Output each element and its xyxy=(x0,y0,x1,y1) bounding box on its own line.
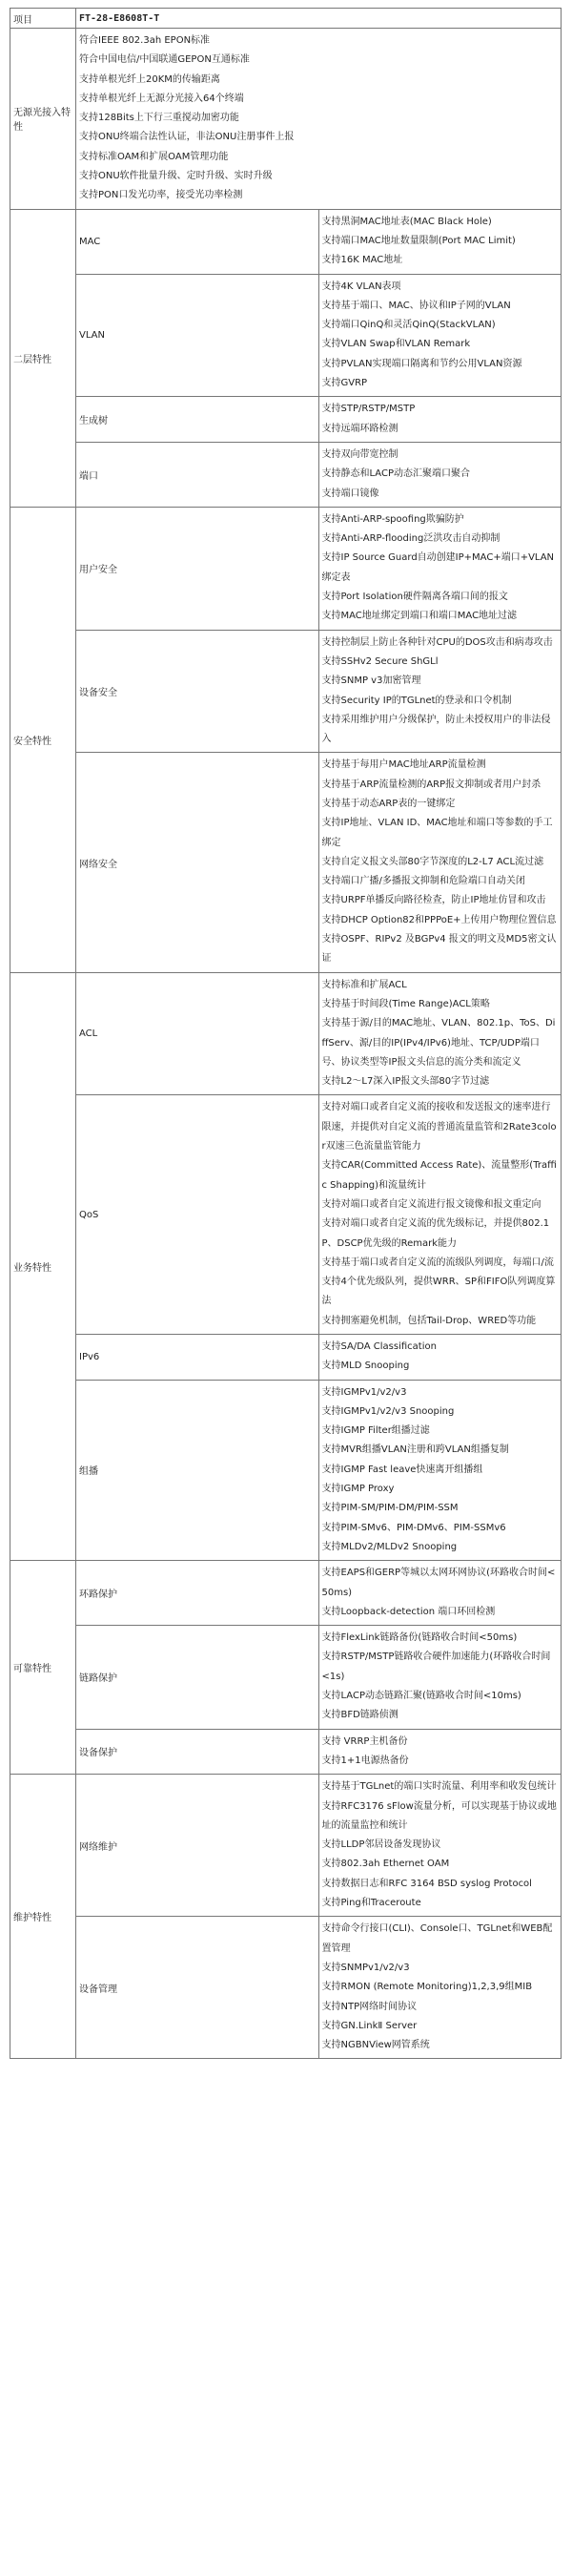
feature-cell xyxy=(318,397,562,443)
feature-line: 支持4K VLAN表项 xyxy=(321,280,401,292)
sub-category: 设备保护 xyxy=(79,1748,117,1759)
feature-line: 支持RSTP/MSTP链路收合硬件加速能力(环路收合时间<1s) xyxy=(321,1652,551,1682)
feature-line: 支持ONU终端合法性认证，非法ONU注册事件上报 xyxy=(79,132,295,143)
feature-line: 支持STP/RSTP/MSTP xyxy=(321,404,416,415)
spec-row xyxy=(10,1626,562,1729)
spec-row xyxy=(10,209,562,274)
feature-line: 支持BFD链路侦测 xyxy=(321,1710,398,1721)
sub-category-cell xyxy=(76,972,319,1095)
feature-line: 支持OSPF、RIPv2 及BGPv4 报文的明文及MD5密文认证 xyxy=(321,934,557,965)
section-name: 维护特性 xyxy=(13,1913,51,1924)
sub-category-cell xyxy=(76,1380,319,1561)
feature-line: 支持基于时间段(Time Range)ACL策略 xyxy=(321,998,490,1009)
sub-category: IPv6 xyxy=(79,1351,100,1362)
spec-row xyxy=(10,1095,562,1335)
spec-body xyxy=(10,9,562,2059)
feature-cell xyxy=(318,274,562,397)
feature-line: 支持IP Source Guard自动创建IP+MAC+端口+VLAN绑定表 xyxy=(321,552,555,583)
feature-line: 支持Loopback-detection 端口环回检测 xyxy=(321,1606,496,1617)
feature-line: 支持对端口或者自定义流的优先级标记，并提供802.1P、DSCP优先级的Remark能力 xyxy=(321,1218,550,1249)
feature-line: 支持拥塞避免机制，包括Tail-Drop、WRED等功能 xyxy=(321,1315,537,1326)
section-name: 二层特性 xyxy=(13,354,51,365)
feature-line: 支持IGMPv1/v2/v3 Snooping xyxy=(321,1405,455,1417)
feature-line: 支持IGMP Proxy xyxy=(321,1484,395,1495)
feature-line: 支持Anti-ARP-flooding泛洪攻击自动抑制 xyxy=(321,533,500,545)
feature-line: 支持L2～L7深入IP报文头部80字节过滤 xyxy=(321,1076,490,1088)
feature-line: 支持IP地址、VLAN ID、MAC地址和端口等参数的手工绑定 xyxy=(321,818,553,848)
spec-row xyxy=(10,1775,562,1917)
feature-line: 支持PON口发光功率，接受光功率检测 xyxy=(79,190,243,201)
feature-line: 支持基于端口、MAC、协议和IP子网的VLAN xyxy=(321,300,511,311)
feature-line: 支持MLD Snooping xyxy=(321,1361,410,1372)
feature-line: 支持PVLAN实现端口隔离和节约公用VLAN资源 xyxy=(321,358,522,369)
feature-line: 支持端口广播/多播报文抑制和危险端口自动关闭 xyxy=(321,876,525,887)
sub-category: 组播 xyxy=(79,1466,98,1478)
sub-category: 设备安全 xyxy=(79,688,117,698)
feature-line: 支持GN.LinkⅡ Server xyxy=(321,2020,418,2031)
sub-category: ACL xyxy=(79,1028,98,1040)
feature-cell xyxy=(318,1917,562,2059)
feature-line: 支持采用维护用户分级保护，防止未授权用户的非法侵入 xyxy=(321,714,551,745)
feature-line: 支持DHCP Option82和PPPoE+上传用户物理位置信息 xyxy=(321,914,557,925)
feature-line: 支持数据日志和RFC 3164 BSD syslog Protocol xyxy=(321,1878,532,1889)
sub-category: 用户安全 xyxy=(79,565,117,576)
feature-line: 支持16K MAC地址 xyxy=(321,255,403,266)
feature-line: 支持RFC3176 sFlow流量分析，可以实现基于协议或地址的流量监控和统计 xyxy=(321,1800,557,1831)
sub-category-cell xyxy=(76,274,319,397)
section-name-cell xyxy=(10,507,76,972)
spec-row xyxy=(10,972,562,1095)
feature-cell xyxy=(318,1095,562,1335)
feature-line: 支持基于每用户MAC地址ARP流量检测 xyxy=(321,759,486,771)
section-name-cell xyxy=(10,209,76,507)
feature-line: 支持SSHv2 Secure ShGLl xyxy=(321,655,439,667)
feature-line: 支持ONU软件批量升级、定时升级、实时升级 xyxy=(79,171,273,182)
feature-line: 支持黑洞MAC地址表(MAC Black Hole) xyxy=(321,216,492,227)
header-label-cell xyxy=(10,9,76,29)
feature-line: 支持PIM-SMv6、PIM-DMv6、PIM-SSMv6 xyxy=(321,1522,506,1533)
feature-line: 支持基于动态ARP表的一键绑定 xyxy=(321,798,456,809)
feature-line: 支持控制层上防止各种针对CPU的DOS攻击和病毒攻击 xyxy=(321,636,553,648)
feature-line: 支持SNMPv1/v2/v3 xyxy=(321,1962,410,1973)
feature-line: 支持RMON (Remote Monitoring)1,2,3,9组MIB xyxy=(321,1982,533,1993)
feature-cell xyxy=(318,1729,562,1775)
section-name-cell xyxy=(10,29,76,210)
feature-line: 支持CAR(Committed Access Rate)、流量整形(Traffic Shapping)和流量统计 xyxy=(321,1160,557,1191)
spec-row xyxy=(10,1335,562,1381)
feature-cell xyxy=(318,507,562,630)
sub-category-cell xyxy=(76,1561,319,1626)
spec-row xyxy=(10,1729,562,1775)
feature-line: 支持SNMP v3加密管理 xyxy=(321,675,421,687)
sub-category-cell xyxy=(76,442,319,507)
feature-line: 符合IEEE 802.3ah EPON标准 xyxy=(79,35,211,46)
feature-line: 支持MVR组播VLAN注册和跨VLAN组播复制 xyxy=(321,1444,509,1456)
feature-cell xyxy=(318,630,562,753)
feature-line: 支持 VRRP主机备份 xyxy=(321,1735,408,1747)
section-name: 可靠特性 xyxy=(13,1664,51,1675)
sub-category-cell xyxy=(76,1095,319,1335)
feature-line: 支持1+1电源热备份 xyxy=(321,1755,409,1766)
feature-line: 支持NGBNView网管系统 xyxy=(321,2040,430,2051)
feature-line: 支持SA/DA Classification xyxy=(321,1341,437,1352)
feature-cell xyxy=(318,1335,562,1381)
sub-category: QoS xyxy=(79,1209,99,1220)
sub-category: VLAN xyxy=(79,329,105,341)
feature-line: 支持基于端口或者自定义流的流级队列调度，每端口/流支持4个优先级队列，提供WRR、SP和FIFO队列调度算法 xyxy=(321,1257,556,1307)
sub-category-cell xyxy=(76,507,319,630)
section-name: 无源光接入特性 xyxy=(13,108,71,134)
spec-row xyxy=(10,1380,562,1561)
spec-row xyxy=(10,397,562,443)
sub-category: MAC xyxy=(79,236,101,247)
feature-line: 支持MAC地址绑定到端口和端口MAC地址过滤 xyxy=(321,611,518,622)
feature-line: 支持IGMP Fast leave快速离开组播组 xyxy=(321,1464,483,1475)
feature-cell xyxy=(318,209,562,274)
sub-category: 环路保护 xyxy=(79,1589,117,1601)
feature-line: 支持单根光纤上无源分光接入64个终端 xyxy=(79,93,244,104)
feature-line: 符合中国电信/中国联通GEPON互通标准 xyxy=(79,54,250,66)
feature-line: 支持静态和LACP动态汇聚端口聚合 xyxy=(321,468,470,480)
feature-line: 支持远端环路检测 xyxy=(321,423,398,434)
spec-row xyxy=(10,630,562,753)
spec-row xyxy=(10,1917,562,2059)
feature-line: 支持GVRP xyxy=(321,378,368,389)
feature-line: 支持标准和扩展ACL xyxy=(321,979,407,990)
feature-line: 支持命令行接口(CLI)、Console口、TGLnet和WEB配置管理 xyxy=(321,1923,553,1954)
feature-line: 支持IGMP Filter组播过滤 xyxy=(321,1425,430,1437)
feature-line: 支持NTP网络时间协议 xyxy=(321,2001,418,2012)
section-name: 安全特性 xyxy=(13,736,51,747)
feature-line: 支持端口镜像 xyxy=(321,488,379,499)
section-name-cell xyxy=(10,1775,76,2059)
sub-category: 网络维护 xyxy=(79,1841,117,1853)
feature-cell xyxy=(318,972,562,1095)
spec-row xyxy=(10,274,562,397)
section-name-cell xyxy=(10,1561,76,1775)
sub-category-cell xyxy=(76,1775,319,1917)
feature-line: 支持802.3ah Ethernet OAM xyxy=(321,1859,450,1870)
sub-category: 生成树 xyxy=(79,416,108,427)
sub-category-cell xyxy=(76,209,319,274)
sub-category-cell xyxy=(76,1729,319,1775)
feature-line: 支持Security IP的TGLnet的登录和口令机制 xyxy=(321,695,512,706)
feature-cell xyxy=(76,29,562,210)
spec-row xyxy=(10,753,562,972)
feature-line: 支持128Bits上下行三重搅动加密功能 xyxy=(79,113,239,124)
feature-cell xyxy=(318,1775,562,1917)
spec-row xyxy=(10,442,562,507)
feature-line: 支持对端口或者自定义流的接收和发送报文的速率进行限速，并提供对自定义流的普通流量监管和2Rate3color双速三色流量监管能力 xyxy=(321,1102,557,1153)
sub-category-cell xyxy=(76,1917,319,2059)
feature-line: 支持URPF单播反向路径检查，防止IP地址仿冒和攻击 xyxy=(321,895,546,906)
feature-cell xyxy=(318,753,562,972)
feature-line: 支持LLDP邻居设备发现协议 xyxy=(321,1839,441,1851)
feature-cell xyxy=(318,1561,562,1626)
feature-line: 支持Ping和Traceroute xyxy=(321,1898,421,1909)
sub-category-cell xyxy=(76,1626,319,1729)
feature-line: 支持IGMPv1/v2/v3 xyxy=(321,1386,407,1398)
feature-line: 支持Anti-ARP-spoofing欺骗防护 xyxy=(321,513,464,525)
spec-row xyxy=(10,1561,562,1626)
feature-line: 支持对端口或者自定义流进行报文镜像和报文重定向 xyxy=(321,1198,541,1210)
header-model-cell xyxy=(76,9,562,29)
sub-category: 设备管理 xyxy=(79,1984,117,1995)
feature-line: 支持基于ARP流量检测的ARP报文抑制或者用户封杀 xyxy=(321,779,541,790)
spec-row xyxy=(10,507,562,630)
feature-line: 支持FlexLink链路备份(链路收合时间<50ms) xyxy=(321,1632,518,1644)
feature-line: 支持双向带宽控制 xyxy=(321,448,398,460)
feature-line: 支持端口QinQ和灵活QinQ(StackVLAN) xyxy=(321,320,496,331)
feature-line: 支持MLDv2/MLDv2 Snooping xyxy=(321,1541,458,1552)
feature-line: 支持Port Isolation硬件隔离各端口间的报文 xyxy=(321,592,508,603)
feature-line: 支持PIM-SM/PIM-DM/PIM-SSM xyxy=(321,1503,459,1514)
sub-category: 网络安全 xyxy=(79,859,117,870)
spec-row xyxy=(10,29,562,210)
feature-line: 支持自定义报文头部80字节深度的L2-L7 ACL流过滤 xyxy=(321,856,544,867)
feature-line: 支持基于TGLnet的端口实时流量、利用率和收发包统计 xyxy=(321,1781,557,1793)
feature-line: 支持VLAN Swap和VLAN Remark xyxy=(321,339,471,350)
header-model: FT-28-E8608T-T xyxy=(79,12,160,24)
sub-category-cell xyxy=(76,1335,319,1381)
feature-line: 支持LACP动态链路汇聚(链路收合时间<10ms) xyxy=(321,1691,521,1702)
feature-line: 支持单根光纤上20KM的传输距离 xyxy=(79,73,220,85)
section-name: 业务特性 xyxy=(13,1262,51,1274)
sub-category-cell xyxy=(76,630,319,753)
header-label: 项目 xyxy=(13,14,32,26)
sub-category: 端口 xyxy=(79,470,98,482)
header-row xyxy=(10,9,562,29)
feature-line: 支持EAPS和GERP等城以太网环网协议(环路收合时间<50ms) xyxy=(321,1568,556,1598)
sub-category: 链路保护 xyxy=(79,1673,117,1685)
feature-line: 支持基于源/目的MAC地址、VLAN、802.1p、ToS、DiffServ、源/目的IP(IPv4/IPv6)地址、TCP/UDP端口号、协议类型等IP报文头信息的流分类和流定义 xyxy=(321,1018,556,1068)
feature-cell xyxy=(318,442,562,507)
section-name-cell xyxy=(10,972,76,1561)
feature-cell xyxy=(318,1380,562,1561)
feature-line: 支持标准OAM和扩展OAM管理功能 xyxy=(79,151,229,162)
feature-line: 支持端口MAC地址数量限制(Port MAC Limit) xyxy=(321,235,516,246)
sub-category-cell xyxy=(76,397,319,443)
spec-table xyxy=(10,8,562,2059)
sub-category-cell xyxy=(76,753,319,972)
feature-cell xyxy=(318,1626,562,1729)
